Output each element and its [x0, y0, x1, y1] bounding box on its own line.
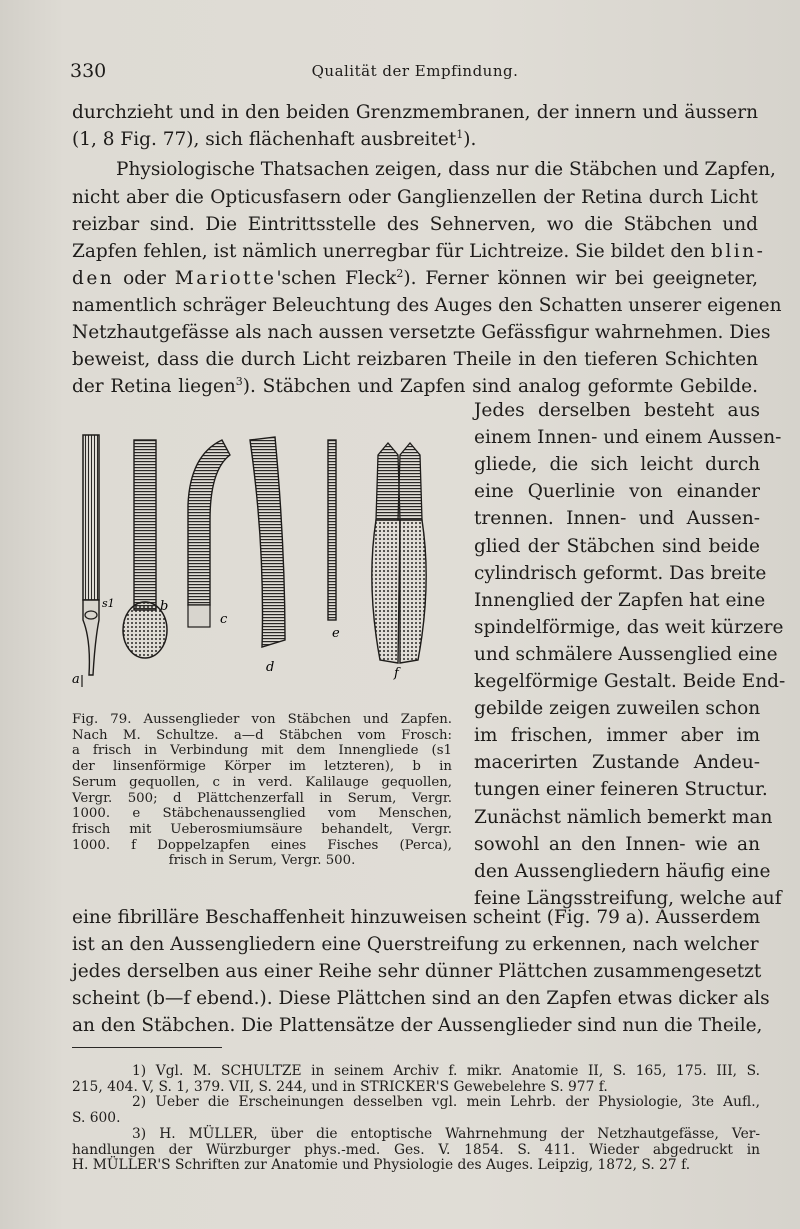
column-line: cylindrisch geformt. Das breite	[474, 562, 767, 584]
figure-label-f: f	[394, 666, 399, 681]
caption-line: frisch mit Ueberosmiumsäure behandelt, Vergr.	[72, 821, 452, 837]
footnote-line: 2) Ueber die Erscheinungen desselben vgl. mein Lehrb. der Physiologie, 3te Aufl.,	[132, 1094, 761, 1111]
rod-a-drawing	[82, 435, 99, 687]
body-line: beweist, dass die durch Licht reizbaren Theile in den tieferen Schichten	[72, 349, 758, 370]
column-line: Innenglied der Zapfen hat eine	[474, 589, 766, 611]
caption-line: a frisch in Verbindung mit dem Innengliede (s1	[72, 743, 452, 759]
column-line: gebilde zeigen zuweilen schon	[474, 698, 761, 720]
body-line: an den Stäbchen. Die Plattensätze der Aussenglieder sind nun die Theile,	[72, 1015, 763, 1036]
caption-line: der linsenförmige Körper im letzteren), b in	[72, 759, 452, 775]
column-line: trennen. Innen- und Aussen-	[474, 508, 760, 530]
footnote-line: 215, 404. V, S. 1, 379. VII, S. 244, und in STRICKER'S Gewebelehre S. 977 f.	[72, 1078, 608, 1095]
footnote-line: S. 600.	[72, 1110, 121, 1127]
caption-line: 1000. e Stäbchenaussenglied vom Menschen,	[72, 806, 452, 822]
footnote-mark: 1)	[132, 1063, 147, 1079]
body-line: Netzhautgefässe als nach aussen versetzte Gefässfigur wahrnehmen. Dies	[72, 322, 771, 343]
column-line: Zunächst nämlich bemerkt man	[474, 806, 773, 828]
body-line: jedes derselben aus einer Reihe sehr dünner Plättchen zusammengesetzt	[72, 961, 762, 982]
column-line: feine Längsstreifung, welche auf	[474, 887, 782, 909]
column-line: eine Querlinie von einander	[474, 481, 760, 503]
footnote-ref: 3	[235, 374, 243, 388]
figure-caption	[72, 712, 452, 869]
caption-line: Serum gequollen, c in verd. Kalilauge gequollen,	[72, 774, 452, 790]
column-line: glied der Stäbchen sind beide	[474, 535, 760, 557]
footnote-rule	[72, 1047, 222, 1048]
column-line: einem Innen- und einem Aussen-	[474, 427, 782, 449]
rod-b-drawing	[123, 440, 167, 658]
column-line: den Aussengliedern häufig eine	[474, 860, 771, 882]
body-line: den oder Mariotte'schen Fleck$^2$). Ferner können wir bei geeigneter,	[72, 266, 758, 289]
footnote-mark: 2)	[132, 1094, 147, 1111]
column-line: und schmälere Aussenglied eine	[474, 643, 778, 665]
column-line: tungen einer feineren Structur.	[474, 779, 768, 801]
column-line: spindelförmige, das weit kürzere	[474, 616, 784, 638]
body-line: namentlich schräger Beleuchtung des Auges den Schatten unserer eigenen	[72, 295, 782, 316]
column-line: im frischen, immer aber im	[474, 725, 760, 747]
caption-line: Vergr. 500; d Plättchenzerfall in Serum, Vergr.	[72, 790, 452, 806]
body-line: Zapfen fehlen, ist nämlich unerregbar für Lichtreize. Sie bildet den blin-	[72, 241, 766, 262]
figure-label-s1: s1	[102, 597, 115, 610]
page-header	[70, 60, 760, 86]
caption-line: 1000. f Doppelzapfen eines Fisches (Perca),	[72, 837, 452, 853]
footnote-ref: 2	[396, 266, 404, 280]
caption-line: Fig. 79. Aussenglieder von Stäbchen und Zapfen.	[72, 712, 452, 727]
footnote-line: 1) Vgl. M. SCHULTZE in seinem Archiv f. mikr. Anatomie II, S. 165, 175. III, S.	[132, 1063, 760, 1079]
footnote-ref: 1	[456, 127, 464, 141]
figure-label-a: a	[72, 672, 80, 687]
figure-label-b: b	[160, 599, 169, 614]
double-cone-f-drawing	[372, 443, 426, 663]
rod-e-drawing	[328, 440, 336, 620]
page-number: 330	[70, 60, 107, 82]
column-line: sowohl an den Innen- wie an	[474, 833, 760, 855]
body-line: (1, 8 Fig. 77), sich flächenhaft ausbreitet$^1$).	[72, 127, 477, 150]
body-line: reizbar sind. Die Eintrittsstelle des Sehnerven, wo die Stäbchen und	[72, 214, 758, 235]
rod-d-drawing	[250, 437, 285, 647]
column-line: macerirten Zustande Andeu-	[474, 752, 760, 774]
body-line: durchzieht und in den beiden Grenzmembranen, der innern und äussern	[72, 102, 758, 123]
footnote-line: handlungen der Würzburger phys.-med. Ges. V. 1854. S. 411. Wieder abgedruckt in	[72, 1141, 760, 1158]
figure-label-d: d	[266, 660, 275, 675]
column-line: gliede, die sich leicht durch	[474, 454, 760, 476]
footnote-line: H. MÜLLER'S Schriften zur Anatomie und Physiologie des Auges. Leipzig, 1872, S. 27 f.	[72, 1157, 691, 1174]
footnote-mark: 3)	[132, 1125, 147, 1142]
figure-79	[70, 425, 450, 695]
body-line: nicht aber die Opticusfasern oder Ganglienzellen der Retina durch Licht	[72, 187, 758, 208]
rod-c-drawing	[188, 440, 230, 627]
caption-line: frisch in Serum, Vergr. 500.	[168, 853, 356, 869]
running-head: Qualität der Empfindung.	[311, 62, 519, 80]
body-line: eine fibrilläre Beschaffenheit hinzuweisen scheint (Fig. 79 a). Ausserdem	[72, 907, 761, 928]
footnote-line: 3) H. MÜLLER, über die entoptische Wahrnehmung der Netzhautgefässe, Ver-	[132, 1125, 760, 1142]
body-line: der Retina liegen$^3$). Stäbchen und Zapfen sind analog geformte Gebilde.	[72, 374, 758, 397]
caption-line: Nach M. Schultze. a—d Stäbchen vom Frosch:	[72, 727, 452, 743]
body-line: scheint (b—f ebend.). Diese Plättchen sind an den Zapfen etwas dicker als	[72, 988, 770, 1009]
column-line: Jedes derselben besteht aus	[474, 400, 760, 421]
column-line: kegelförmige Gestalt. Beide End-	[474, 671, 786, 692]
footnotes	[72, 1064, 760, 1174]
body-line: Physiologische Thatsachen zeigen, dass nur die Stäbchen und Zapfen,	[116, 159, 776, 180]
figure-label-c: c	[220, 612, 228, 627]
figure-label-e: e	[332, 626, 340, 641]
body-line: ist an den Aussengliedern eine Querstreifung zu erkennen, nach welcher	[72, 934, 759, 955]
